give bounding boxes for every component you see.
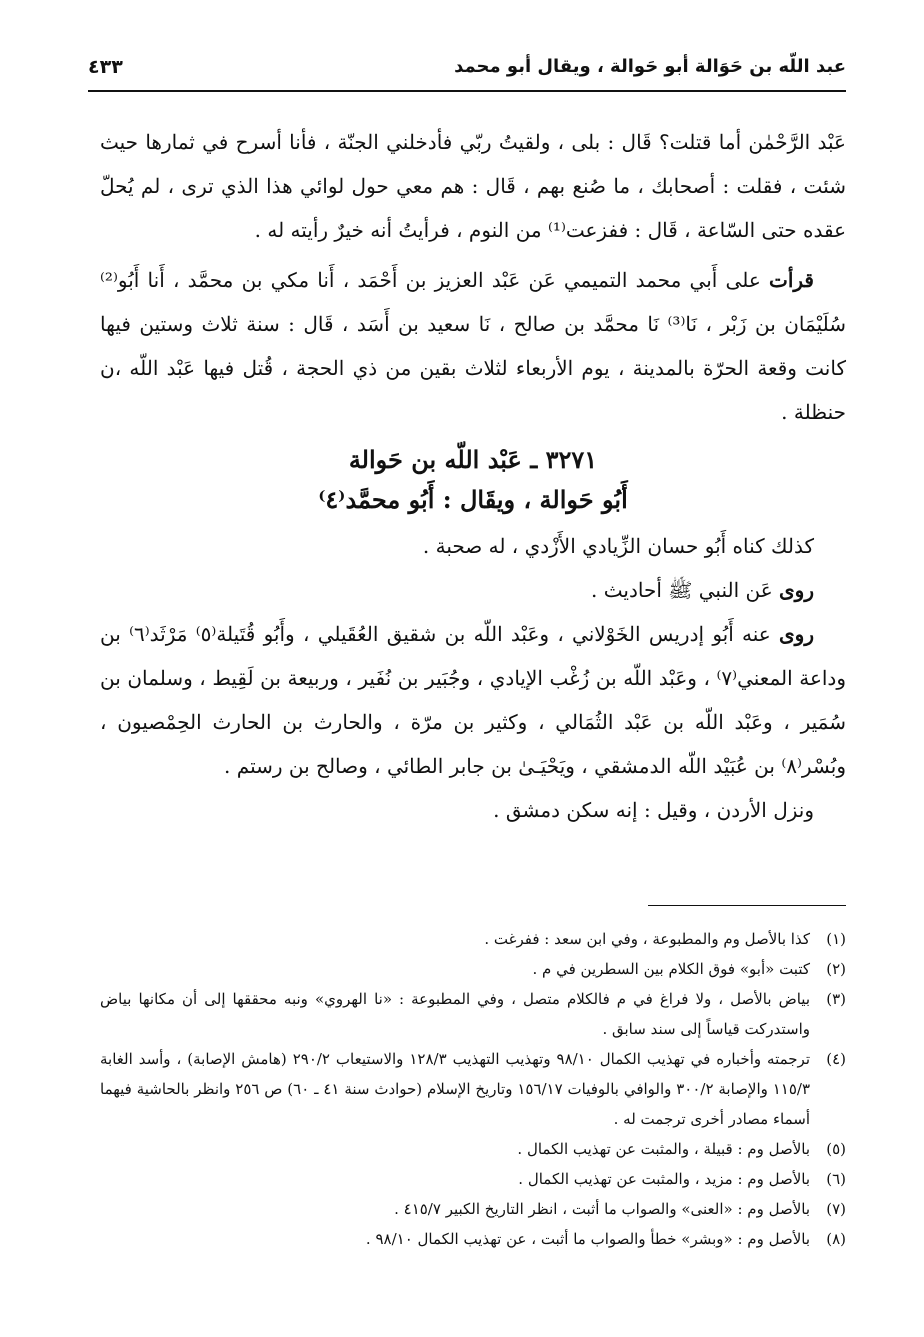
footnote-number: (٨) xyxy=(826,1230,846,1248)
footnote-text: بالأصل وم : مزيد ، والمثبت عن تهذيب الكمال . xyxy=(518,1170,810,1188)
footnote xyxy=(100,1044,846,1134)
paragraph-2 xyxy=(100,258,846,434)
running-header xyxy=(88,50,846,92)
footnote-text: بالأصل وم : «وبشر» خطأ والصواب ما أثبت ، عن تهذيب الكمال ٩٨/١٠ . xyxy=(365,1230,810,1248)
page-number: ٤٣٣ xyxy=(88,56,123,78)
biography-heading-line2: أَبُو حَوالة ، ويقَال : أَبُو محمَّد⁽٤⁾ xyxy=(318,485,628,514)
main-text xyxy=(100,120,846,832)
footnote-text: كتبت «أبو» فوق الكلام بين السطرين في م . xyxy=(532,960,810,978)
footnote-text: ترجمته وأخباره في تهذيب الكمال ٩٨/١٠ وتهذيب التهذيب ١٢٨/٣ والاستيعاب ٢٩٠/٢ (هامش الإصابة) ، وأسد الغابة ١١٥/٣ والإصابة ٣٠٠/٢ والوافي بالوفيات ١٥٦/١٧ وتاريخ الإسلام (حوادث سنة ٤١ ـ ٦٠) ص ٢٥٦ وانظر بالحاشية فيهما أسماء مصادر أخرى ترجمت له . xyxy=(100,1050,811,1128)
footnote-number: (٢) xyxy=(826,960,846,978)
footnote-number: (٤) xyxy=(826,1050,846,1068)
footnote xyxy=(100,1194,846,1224)
footnote-number: (٥) xyxy=(826,1140,846,1158)
footnote-number: (٦) xyxy=(826,1170,846,1188)
footnote-number: (٣) xyxy=(826,990,846,1008)
footnote xyxy=(100,984,846,1044)
footnote-text: كذا بالأصل وم والمطبوعة ، وفي ابن سعد : ففرغت . xyxy=(484,930,810,948)
footnote xyxy=(100,954,846,984)
footnote-text: بالأصل وم : قبيلة ، والمثبت عن تهذيب الكمال . xyxy=(517,1140,810,1158)
footnote-number: (٧) xyxy=(826,1200,846,1218)
footnote-number: (١) xyxy=(826,930,846,948)
paragraph-2-lead: قرأت xyxy=(769,268,814,292)
footnote xyxy=(100,924,846,954)
footnote-text: بياض بالأصل ، ولا فراغ في م فالكلام متصل ، وفي المطبوعة : «نا الهروي» ونبه محققها إلى أن مكانها بياض واستدركت قياساً إلى سند سابق . xyxy=(100,990,810,1038)
paragraph-5-text: عنه أَبُو إدريس الخَوْلاني ، وعَبْد اللّه بن شقيق العُقَيلي ، وأَبُو قُتَيلة⁽٥⁾ مَرْثَد⁽٦⁾ بن وداعة المعني⁽٧⁾ ، وعَبْد اللّه بن زُغْب الإيادي ، وجُبَير بن نُفَير ، وربيعة بن لَقِيط ، وسلمان بن سُمَير ، وعَبْد اللّه بن عَبْد الثُمَالي ، وكثير بن مرّة ، والحارث بن الحارث الحِمْصيون ، وبُسْر⁽٨⁾ بن عُبَيْد اللّه الدمشقي ، ويَحْيَـىٰ بن جابر الطائي ، وصالح بن رستم . xyxy=(100,622,846,778)
paragraph-4 xyxy=(100,568,846,612)
paragraph-6: ونزل الأردن ، وقيل : إنه سكن دمشق . xyxy=(493,798,814,822)
paragraph-5 xyxy=(100,612,846,788)
paragraph-1: عَبْد الرَّحْمٰن أما قتلت؟ قَال : بلى ، ولقيتُ ربّي فأدخلني الجنّة ، فأنا أسرح في ثمارها حيث شئت ، فقلت : أصحابك ، ما صُنع بهم ، قَال : هم معي حول لوائي هذا الذي ترى ، لم يُحلّ عقده حتى السّاعة ، قَال : ففزعت⁽¹⁾ من النوم ، فرأيتُ أنه خيرٌ رأيته له . xyxy=(100,130,846,242)
running-title: عبد اللّه بن حَوَالة أبو حَوالة ، ويقال أبو محمد xyxy=(454,56,846,77)
footnote xyxy=(100,1224,846,1254)
footnote-text: بالأصل وم : «العنى» والصواب ما أثبت ، انظر التاريخ الكبير ٤١٥/٧ . xyxy=(394,1200,810,1218)
biography-heading-line1: ٣٢٧١ ـ عَبْد اللّه بن حَوالة xyxy=(348,445,598,474)
biography-heading xyxy=(100,440,846,520)
footnotes xyxy=(100,924,846,1254)
footnote-separator xyxy=(648,905,846,906)
paragraph-2-text: على أَبي محمد التميمي عَن عَبْد العزيز بن أَحْمَد ، أَنا مكي بن محمَّد ، أَنا أَبُو⁽²⁾ سُلَيْمَان بن زَبْر ، نَا⁽³⁾ نَا محمَّد بن صالح ، نَا سعيد بن أَسَد ، قَال : سنة ثلاث وستين فيها كانت وقعة الحرّة بالمدينة ، يوم الأربعاء لثلاث بقين من ذي الحجة ، قُتل فيها عَبْد اللّه ،ن حنظلة . xyxy=(100,268,846,424)
paragraph-3: كذلك كناه أَبُو حسان الزِّيادي الأَزْدي ، له صحبة . xyxy=(422,534,814,558)
footnote xyxy=(100,1134,846,1164)
paragraph-4-text: عَن النبي ﷺ أحاديث . xyxy=(591,578,780,602)
paragraph-5-lead: روى xyxy=(779,622,815,646)
footnote xyxy=(100,1164,846,1194)
paragraph-4-lead: روى xyxy=(779,578,814,602)
